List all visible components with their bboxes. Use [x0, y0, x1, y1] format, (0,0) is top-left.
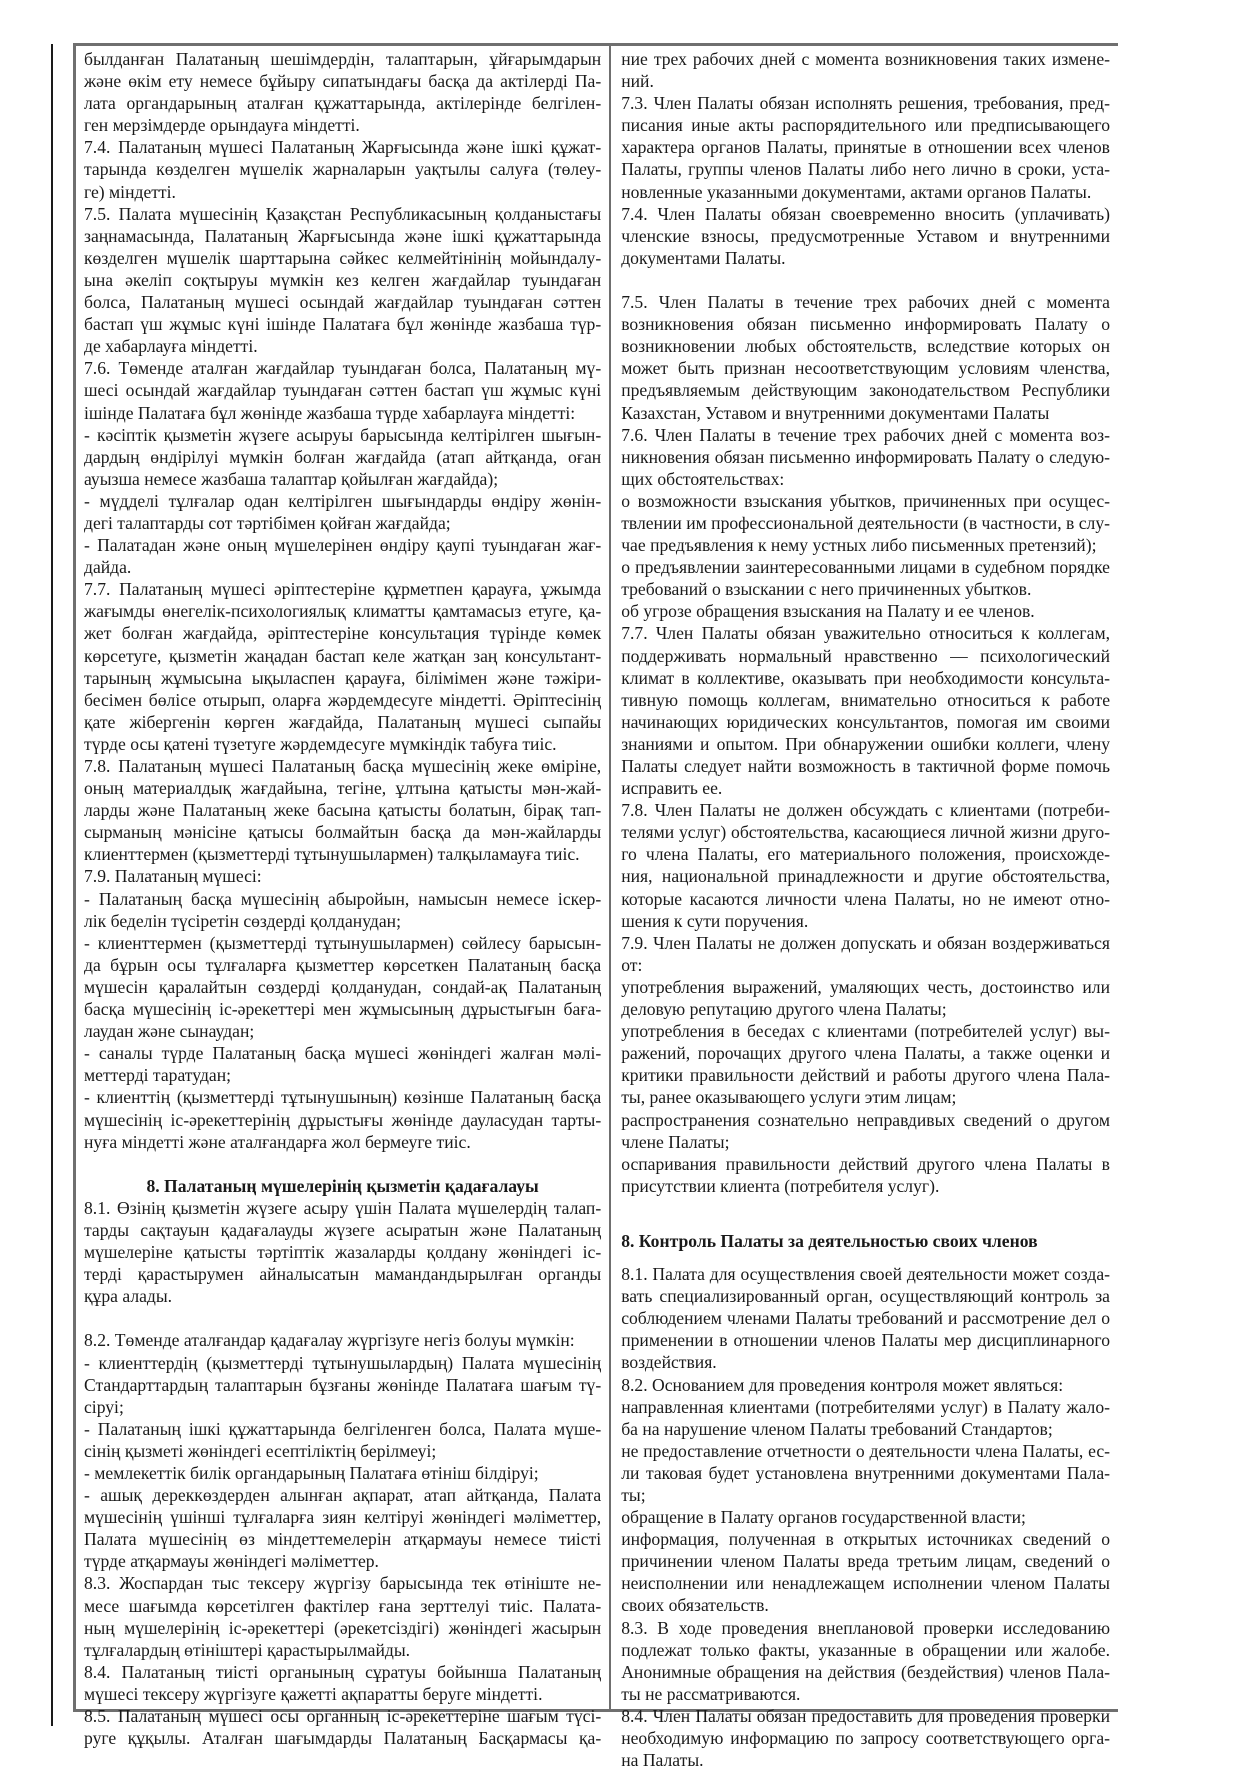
- text-line: тивную помощь коллегам, внимательно относиться к работе: [621, 689, 1110, 710]
- text-line: употребления в беседах с клиентами (потребителей услуг) вы-: [621, 1021, 1110, 1042]
- text-line: терді қарастырумен айналысатын мамандандырылған органды: [84, 1264, 602, 1285]
- text-line: 7.4. Член Палаты обязан своевременно вносить (уплачивать): [621, 203, 1110, 224]
- text-line: новленные указанными документами, актами органов Палаты.: [621, 181, 1092, 202]
- text-line: ауызша немесе жазбаша талаптар қойылған жағдайда);: [84, 468, 499, 489]
- text-line: - ашық дереккөздерден алынған ақпарат, атап айтқанда, Палата: [84, 1485, 602, 1506]
- text-line: лаудан және сынаудан;: [84, 1021, 255, 1042]
- text-line: ражений, порочащих другого члена Палаты, а также оценки и: [621, 1043, 1110, 1064]
- text-line: құра алады.: [84, 1286, 173, 1307]
- text-line: предъявляемым действующим законодательством Республики: [621, 380, 1110, 401]
- text-line: меттерді таратудан;: [84, 1065, 232, 1086]
- text-line: - мемлекеттік билік органдарының Палатаға өтініш білдіруі;: [84, 1463, 539, 1483]
- text-line: обращение в Палату органов государственной власти;: [621, 1507, 1026, 1528]
- text-line: го члена Палаты, его материального положения, происхожде-: [621, 844, 1110, 865]
- spacer: [621, 1219, 1110, 1230]
- text-line: неисполнении или ненадлежащем исполнении членом Палаты: [621, 1573, 1110, 1594]
- text-line: мүшесінің іс-әрекеттерінің дұрыстығы жөнінде дауласудан тарты-: [84, 1109, 602, 1130]
- text-line: қате жібергенін көрген жағдайда, Палатаның мүшесі сыпайы: [84, 711, 602, 732]
- text-line: 8.4. Член Палаты обязан предоставить для проведения проверки: [621, 1705, 1110, 1726]
- blank-line: [84, 1307, 601, 1329]
- text-line: документами Палаты.: [621, 247, 786, 268]
- spacer: [621, 1252, 1110, 1263]
- text-line: жағымды өнегелік-психологиялық климатты қамтамасыз етуге, қа-: [84, 601, 602, 622]
- text-line: 8.1. Палата для осуществления своей деятельности может созда-: [621, 1264, 1110, 1285]
- text-line: поддерживать нормальный нравственно — психологический: [621, 645, 1110, 666]
- text-line: лік беделін түсіретін сөздерді қолданудан;: [84, 910, 401, 931]
- text-line: Палаты, группы членов Палаты либо него лично в сроки, уста-: [621, 159, 1110, 180]
- text-line: 7.8. Палатаның мүшесі Палатаның басқа мүшесінің жеке өміріне,: [84, 756, 602, 776]
- text-line: своих обязательств.: [621, 1595, 769, 1616]
- text-line: месе шағымда көрсетілген фактілер ғана зерттелуі тиіс. Палата-: [84, 1595, 602, 1616]
- text-line: Палата мүшесінің өз міндеттемелерін атқармауы немесе тиісті: [84, 1529, 602, 1550]
- text-line: бесімен бөлісе отырып, оларға жәрдемдесуге міндетті. Әріптесінің: [84, 689, 602, 710]
- text-line: 7.9. Палатаның мүшесі:: [84, 866, 262, 887]
- section-heading: 8. Палатаның мүшелерінің қызметін қадағалауы: [146, 1175, 539, 1196]
- text-line: 7.4. Палатаның мүшесі Палатаның Жарғысында және ішкі құжат-: [84, 137, 602, 158]
- text-line: - Палатаның ішкі құжаттарында белгіленген болса, Палата мүше-: [84, 1418, 602, 1439]
- bilingual-document-table: [73, 43, 1118, 1771]
- text-line: сінің қызметі жөніндегі есептіліктің берілмеуі;: [84, 1440, 437, 1461]
- text-line: о возможности взыскания убытков, причиненных при осущес-: [621, 490, 1110, 511]
- blank-line: [621, 1197, 1110, 1219]
- text-line: 7.7. Член Палаты обязан уважительно относиться к коллегам,: [621, 623, 1110, 644]
- text-line: тарының жұмысына ықыласпен қарауға, білімімен және тәжiри-: [84, 667, 602, 688]
- text-line: руге құқылы. Аталған шағымдарды Палатаның Басқармасы қа-: [84, 1728, 602, 1749]
- text-line: мүшелеріне қатысты тәртіптік жазаларды қолдану жөніндегі іс-: [84, 1242, 602, 1263]
- text-line: чае предъявления к нему устных либо письменных претензий);: [621, 535, 1097, 556]
- text-line: клиенттермен (қызметтерді тұтынушылармен) талқыламауға тиіс.: [84, 844, 580, 865]
- text-line: мүшесінің үшінші тұлғаларға зиян келтіруі жөніндегі мәліметтер,: [84, 1507, 602, 1528]
- text-line: возникновении любых обстоятельств, вследствие которых он: [621, 336, 1110, 357]
- text-line: возникновения обязан письменно информировать Палату о: [621, 314, 1110, 335]
- text-line: знаниями и опытом. При обнаружении ошибки коллеги, члену: [621, 733, 1110, 754]
- text-line: 7.5. Палата мүшесінің Қазақстан Республикасының қолданыстағы: [84, 203, 602, 224]
- blank-line: [621, 269, 1110, 291]
- text-line: телями услуг) обстоятельства, касающиеся личной жизни друго-: [621, 822, 1110, 843]
- text-line: ты не рассматриваются.: [621, 1683, 801, 1704]
- text-line: которые касаются личности члена Палаты, но не имеют отно-: [621, 888, 1110, 909]
- text-line: 8.3. Жоспардан тыс тексеру жүргізу барысында тек өтініште не-: [84, 1573, 602, 1594]
- text-line: требований о взыскании с него причиненных убытков.: [621, 579, 1032, 600]
- text-line: применении в отношении членов Палаты мер дисциплинарного: [621, 1330, 1110, 1351]
- text-line: необходимую информацию по запросу соответствующего орга-: [621, 1728, 1110, 1749]
- text-line: климат в коллективе, оказывать при необходимости консульта-: [621, 667, 1110, 688]
- text-line: об угрозе обращения взыскания на Палату и ее членов.: [621, 601, 1035, 622]
- page-margin-rule: [51, 44, 53, 1726]
- text-line: және өкім ету немесе бұйыру сипатындағы басқа да актілерді Па-: [84, 71, 602, 92]
- text-line: 7.9. Член Палаты не должен допускать и обязан воздерживаться: [621, 932, 1110, 953]
- text-line: дегі талаптарды сот тәртібімен қойған жағдайда;: [84, 512, 451, 533]
- text-line: - Палатаның басқа мүшесінің абыройын, намысын немесе іскер-: [84, 888, 602, 909]
- text-line: ба на нарушение членом Палаты требований Стандартов;: [621, 1418, 1053, 1439]
- text-line: - клиенттердің (қызметтерді тұтынушылардың) Палата мүшесінің: [84, 1352, 602, 1373]
- text-line: ларды және Палатаның жеке басына қатысты болатын, бірақ тап-: [84, 800, 602, 821]
- kazakh-text-column: [76, 46, 611, 1749]
- text-line: ние трех рабочих дней с момента возникновения таких измене-: [621, 49, 1110, 69]
- text-line: членские взносы, предусмотренные Уставом и внутренними: [621, 225, 1110, 246]
- text-line: на Палаты.: [621, 1750, 704, 1771]
- text-line: от:: [621, 954, 643, 975]
- text-line: дардың өндірілуі мүмкін болған жағдайда (атап айтқанда, оған: [84, 446, 602, 467]
- text-line: түрде атқармауы жөніндегі мәліметтер.: [84, 1551, 379, 1572]
- text-line: 8.2. Основанием для проведения контроля может являться:: [621, 1374, 1064, 1395]
- text-line: критики правильности действий и работы другого члена Пала-: [621, 1065, 1110, 1086]
- text-line: - мүдделі тұлғалар одан келтірілген шығындарды өндіру жөнін-: [84, 490, 602, 511]
- text-line: вать специализированный орган, осуществляющий контроль за: [621, 1286, 1110, 1307]
- text-line: подлежат только факты, указанные в обращении или жалобе.: [621, 1639, 1110, 1660]
- text-line: направленная клиентами (потребителями услуг) в Палату жало-: [621, 1396, 1110, 1417]
- text-line: түрде осы қатені түзетуге жәрдемдесуге мүмкіндік табуға тиіс.: [84, 733, 557, 754]
- text-line: 8.2. Төменде аталғандар қадағалау жүргізуге негіз болуы мүмкін:: [84, 1330, 575, 1351]
- text-line: де хабарлауға міндетті.: [84, 336, 258, 357]
- text-line: 7.6. Төменде аталған жағдайлар туындаған болса, Палатаның мү-: [84, 358, 602, 379]
- text-line: жет болған жағдайда, әріптестеріне консультация түрінде көмек: [84, 623, 602, 644]
- text-line: не предоставление отчетности о деятельности члена Палаты, ес-: [621, 1440, 1110, 1461]
- text-line: тұлғалардың өтініштері қарастырылмайды.: [84, 1639, 411, 1660]
- text-line: никновения обязан письменно информировать Палату о следую-: [621, 446, 1110, 467]
- russian-text-column: [611, 46, 1118, 1771]
- text-line: ты, ранее оказывающего услуги этим лицам;: [621, 1087, 957, 1108]
- text-line: сіруі;: [84, 1396, 124, 1417]
- text-line: воздействия.: [621, 1352, 717, 1373]
- text-line: да бұрын осы тұлғаларға қызметтер көрсеткен Палатаның басқа: [84, 954, 602, 975]
- text-line: бастап үш жұмыс күні ішінде Палатаға бұл жөнінде жазбаша түр-: [84, 314, 602, 335]
- text-line: употребления выражений, умаляющих честь, достоинство или: [621, 976, 1110, 997]
- text-line: 8.4. Палатаның тиісті органының сұратуы бойынша Палатаның: [84, 1661, 602, 1682]
- text-line: Казахстан, Уставом и внутренними документами Палаты: [621, 402, 1050, 423]
- text-line: исправить ее.: [621, 778, 723, 799]
- text-line: болса, Палатаның мүшесі осындай жағдайлар туындаған сәттен: [84, 292, 602, 313]
- text-line: нуға міндетті және аталғандарға жол бермеуге тиіс.: [84, 1131, 471, 1152]
- blank-line: [84, 1153, 601, 1175]
- text-line: дайда.: [84, 557, 132, 578]
- text-line: шесі осындай жағдайлар туындаған сәттен бастап үш жұмыс күні: [84, 380, 602, 401]
- text-line: соблюдением членами Палаты требований и рассмотрение дел о: [621, 1308, 1110, 1329]
- text-line: көрсетуге, қызметін жаңадан бастап келе жатқан заң консультант-: [84, 645, 602, 666]
- text-line: 7.6. Член Палаты в течение трех рабочих дней с момента воз-: [621, 424, 1110, 445]
- text-line: члене Палаты;: [621, 1131, 730, 1152]
- text-line: начинающих юридических консультантов, помогая им своими: [621, 711, 1110, 732]
- text-line: мүшесі тексеру жүргізуге қажетті ақпаратты беруге міндетті.: [84, 1683, 543, 1704]
- text-line: оның материалдық жағдайына, тегіне, ұлтына қатысты мән-жай-: [84, 778, 602, 799]
- text-line: ли таковая будет установлена внутренними документами Пала-: [621, 1462, 1110, 1483]
- text-line: шения к сути поручения.: [621, 910, 809, 931]
- text-line: былданған Палатаның шешімдердін, талаптарын, ұйғарымдарын: [84, 49, 602, 69]
- text-line: тарды сақтауын қадағалауды жүзеге асыратын және Палатаның: [84, 1219, 602, 1240]
- text-line: ния, национальной принадлежности и другие обстоятельства,: [621, 866, 1110, 887]
- text-line: ына әкеліп соқтыруы мүмкін кез келген жағдайлар туындаған: [84, 269, 602, 290]
- text-line: - клиенттің (қызметтерді тұтынушының) көзінше Палатаның басқа: [84, 1087, 602, 1108]
- text-line: характера органов Палаты, принятые в отношении всех членов: [621, 137, 1110, 158]
- text-line: Стандарттардың талаптарын бұзғаны жөнінде Палатаға шағым тү-: [84, 1374, 602, 1395]
- text-line: - клиенттермен (қызметтерді тұтынушылармен) сөйлесу барысын-: [84, 932, 602, 953]
- text-line: ний.: [621, 71, 654, 92]
- text-line: присутствии клиента (потребителя услуг).: [621, 1175, 940, 1196]
- text-line: лата органдарының аталған құжаттарында, актілерінде белгілен-: [84, 93, 602, 114]
- text-line: 7.3. Член Палаты обязан исполнять решения, требования, пред-: [621, 93, 1110, 114]
- text-line: Анонимные обращения на действия (бездействия) членов Пала-: [621, 1661, 1110, 1682]
- text-line: 7.7. Палатаның мүшесі әріптестеріне құрметпен қарауға, ұжымда: [84, 579, 602, 600]
- text-line: может быть признан несоответствующим условиям членства,: [621, 358, 1110, 379]
- text-line: 8.3. В ходе проведения внеплановой проверки исследованию: [621, 1617, 1110, 1638]
- text-line: ген мерзімдерде орындауға міндетті.: [84, 115, 360, 136]
- text-line: - кәсіптік қызметін жүзеге асыруы барысында келтірілген шығын-: [84, 424, 602, 445]
- text-line: сырманың мәнісіне қатысы болмайтын басқа да мән-жайларды: [84, 822, 602, 843]
- text-line: мүшесін қаралайтын сөздерді қолданудан, сондай-ақ Палатаның: [84, 976, 602, 997]
- text-line: - саналы түрде Палатаның басқа мүшесі жөніндегі жалған мәлі-: [84, 1043, 602, 1064]
- text-line: твлении им профессиональной деятельности (в частности, в слу-: [621, 512, 1110, 533]
- text-line: распространения сознательно неправдивых сведений о другом: [621, 1109, 1110, 1130]
- text-line: тарында көзделген мүшелік жарналарын уақтылы салуға (төлеу-: [84, 159, 602, 180]
- text-line: заңнамасында, Палатаның Жарғысында және ішкі құжаттарында: [84, 225, 602, 246]
- text-line: 8.5. Палатаның мүшесі осы органның іс-әрекеттеріне шағым түсі-: [84, 1706, 602, 1727]
- section-heading: 8. Контроль Палаты за деятельностью своих членов: [621, 1230, 1038, 1251]
- text-line: 7.5. Член Палаты в течение трех рабочих дней с момента: [621, 292, 1110, 313]
- text-line: деловую репутацию другого члена Палаты;: [621, 999, 947, 1020]
- text-line: ты;: [621, 1485, 646, 1505]
- text-line: щих обстоятельствах:: [621, 468, 785, 489]
- text-line: ішінде Палатаға бұл жөнінде жазбаша түрде хабарлауға міндетті:: [84, 402, 576, 423]
- text-line: көзделген мүшелік шарттарына сәйкес келмейтінінің мойындалу-: [84, 247, 602, 268]
- text-line: - Палатадан және оның мүшелерінен өндіру қаупі туындаған жағ-: [84, 535, 602, 556]
- text-line: писания иные акты распорядительного или предписывающего: [621, 115, 1110, 136]
- text-line: ның мүшелерінің іс-әрекеттері (әрекетсіздігі) жөніндегі жасырын: [84, 1617, 602, 1638]
- text-line: причинении членом Палаты вреда третьим лицам, сведений о: [621, 1551, 1110, 1572]
- text-line: Палаты следует найти возможность в тактичной форме помочь: [621, 756, 1110, 776]
- text-line: басқа мүшесінің іс-әрекеттері мен жұмысының дұрыстығын баға-: [84, 999, 602, 1020]
- text-line: оспаривания правильности действий другого члена Палаты в: [621, 1153, 1110, 1174]
- text-line: 8.1. Өзінің қызметін жүзеге асыру үшін Палата мүшелердің талап-: [84, 1197, 602, 1218]
- text-line: ге) міндетті.: [84, 181, 176, 202]
- text-line: информация, полученная в открытых источниках сведений о: [621, 1529, 1110, 1550]
- text-line: 7.8. Член Палаты не должен обсуждать с клиентами (потреби-: [621, 800, 1110, 821]
- text-line: о предъявлении заинтересованными лицами в судебном порядке: [621, 557, 1110, 578]
